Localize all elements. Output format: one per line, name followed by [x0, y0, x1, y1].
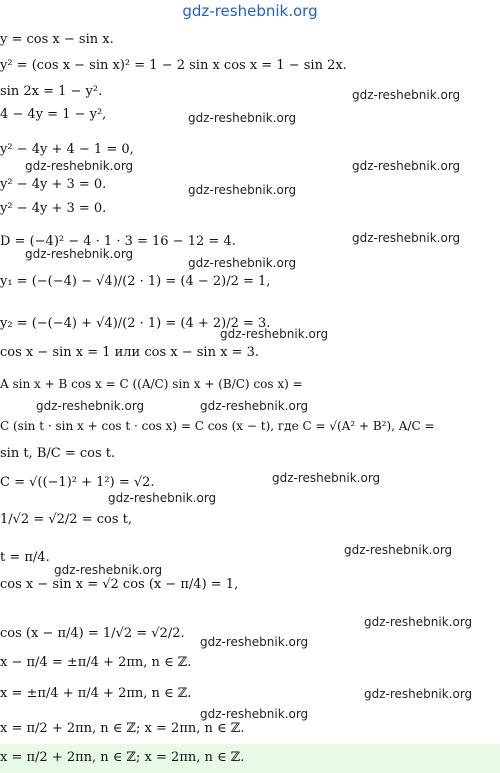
watermark: gdz-reshebnik.org — [36, 399, 145, 413]
watermark: gdz-reshebnik.org — [352, 159, 461, 173]
solution-line-4: 4 − 4y = 1 − y², — [0, 107, 107, 122]
solution-line-3: sin 2x = 1 − y². — [0, 84, 103, 99]
solution-line-1: y = cos x − sin x. — [0, 32, 114, 47]
solution-line-9: y₁ = (−(−4) − √4)/(2 · 1) = (4 − 2)/2 = 1, — [0, 274, 271, 289]
watermark: gdz-reshebnik.org — [352, 88, 461, 102]
watermark: gdz-reshebnik.org — [25, 247, 134, 261]
watermark: gdz-reshebnik.org — [25, 159, 134, 173]
watermark: gdz-reshebnik.org — [54, 563, 163, 577]
watermark-top: gdz-reshebnik.org — [182, 2, 318, 20]
watermark: gdz-reshebnik.org — [200, 635, 309, 649]
watermark: gdz-reshebnik.org — [200, 399, 309, 413]
solution-line-15: C = √((−1)² + 1²) = √2. — [0, 475, 155, 490]
watermark: gdz-reshebnik.org — [344, 543, 453, 557]
watermark: gdz-reshebnik.org — [364, 615, 473, 629]
solution-line-8: D = (−4)² − 4 · 1 · 3 = 16 − 12 = 4. — [0, 234, 236, 249]
solution-line-22: x = π/2 + 2πn, n ∈ ℤ; x = 2πn, n ∈ ℤ. — [0, 721, 245, 736]
watermark: gdz-reshebnik.org — [188, 111, 297, 125]
watermark: gdz-reshebnik.org — [352, 231, 461, 245]
solution-line-14: sin t, B/C = cos t. — [0, 446, 116, 461]
solution-line-11: cos x − sin x = 1 или cos x − sin x = 3. — [0, 345, 259, 360]
watermark: gdz-reshebnik.org — [200, 707, 309, 721]
final-answer-box — [0, 744, 500, 773]
watermark: gdz-reshebnik.org — [108, 491, 217, 505]
final-answer: x = π/2 + 2πn, n ∈ ℤ; x = 2πn, n ∈ ℤ. — [0, 750, 245, 765]
watermark: gdz-reshebnik.org — [188, 183, 297, 197]
solution-line-19: cos (x − π/4) = 1/√2 = √2/2. — [0, 626, 185, 641]
solution-line-13: C (sin t · sin x + cos t · cos x) = C cos (x − t), где C = √(A² + B²), A/C = — [0, 419, 435, 433]
solution-line-7: y² − 4y + 3 = 0. — [0, 201, 107, 216]
solution-line-10: y₂ = (−(−4) + √4)/(2 · 1) = (4 + 2)/2 = 3. — [0, 316, 271, 331]
solution-line-12: A sin x + B cos x = C ((A/C) sin x + (B/C) cos x) = — [0, 377, 303, 391]
solution-line-20: x − π/4 = ±π/4 + 2πn, n ∈ ℤ. — [0, 655, 192, 670]
solution-line-2: y² = (cos x − sin x)² = 1 − 2 sin x cos x = 1 − sin 2x. — [0, 58, 347, 73]
watermark: gdz-reshebnik.org — [272, 471, 381, 485]
solution-line-17: t = π/4. — [0, 550, 50, 565]
solution-line-18: cos x − sin x = √2 cos (x − π/4) = 1, — [0, 577, 239, 592]
watermark: gdz-reshebnik.org — [220, 327, 329, 341]
watermark: gdz-reshebnik.org — [364, 687, 473, 701]
watermark: gdz-reshebnik.org — [188, 256, 297, 270]
solution-line-5: y² − 4y + 4 − 1 = 0, — [0, 142, 134, 157]
solution-line-21: x = ±π/4 + π/4 + 2πn, n ∈ ℤ. — [0, 686, 192, 701]
solution-line-16: 1/√2 = √2/2 = cos t, — [0, 512, 132, 527]
solution-line-6: y² − 4y + 3 = 0. — [0, 177, 107, 192]
